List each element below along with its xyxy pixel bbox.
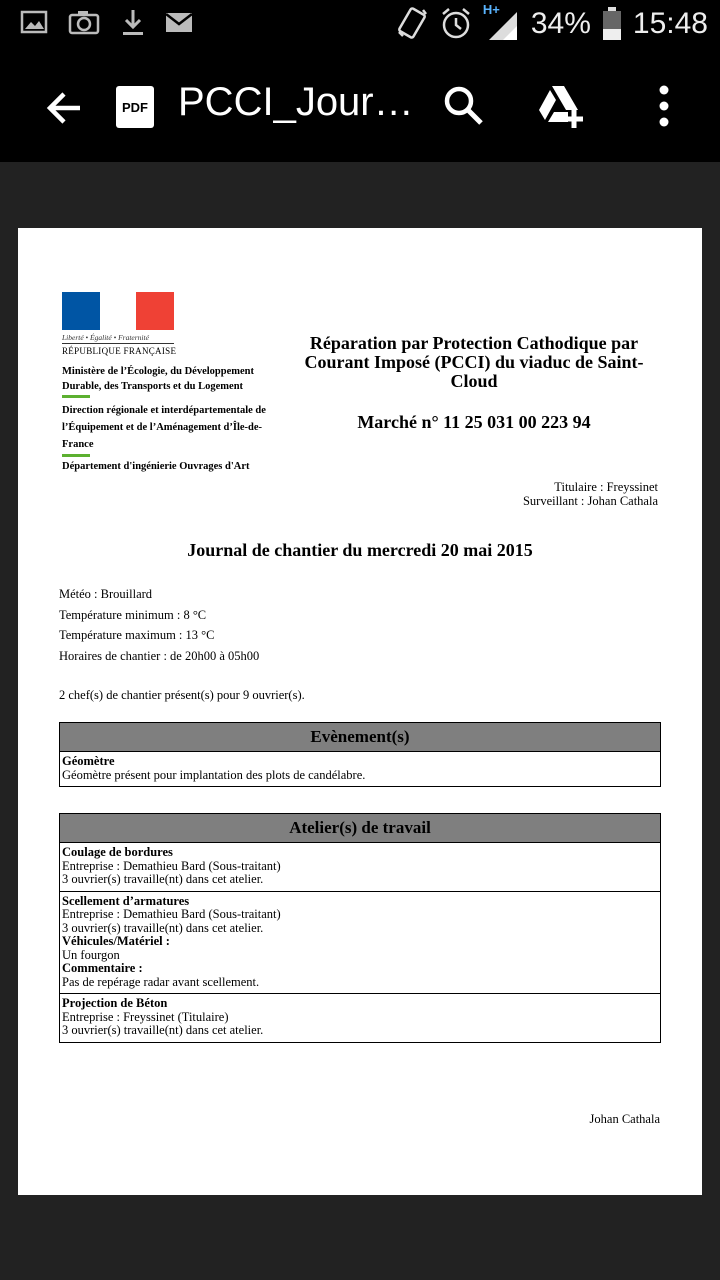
clock: 15:48 [632,7,708,40]
status-bar [0,0,720,50]
events-table [59,722,661,787]
workshops-header: Atelier(s) de travail [60,814,661,843]
republic-motto: Liberté • Égalité • Fraternité [62,333,174,344]
pdf-viewer[interactable] [0,162,720,1280]
vibrate-icon [395,6,429,42]
workshop-company: Entreprise : Freyssinet (Titulaire) [62,1009,229,1024]
event-text: Géomètre présent pour implantation des plots de candélabre. [62,767,366,782]
app-bar [0,50,720,162]
contractor-info [523,480,658,508]
table-row [60,994,661,1043]
project-title-line-3: Cloud [450,371,498,391]
workshop-workers: 3 ouvrier(s) travaille(nt) dans cet atelier. [62,872,264,886]
table-row [60,752,661,787]
journal-title: Journal de chantier du mercredi 20 mai 2015 [187,540,533,560]
direction-line-1: Direction régionale et interdépartementale de [62,405,266,416]
battery-icon [601,6,623,42]
battery-percent: 34% [530,7,591,40]
events-header: Evènement(s) [60,723,661,752]
green-rule [62,454,90,457]
temperature-max: Température maximum : 13 °C [59,628,215,642]
temperature-min: Température minimum : 8 °C [59,607,207,622]
mail-icon [164,10,194,36]
system-indicators [395,4,708,44]
workshop-title: Projection de Béton [62,996,168,1010]
back-button[interactable] [40,84,88,132]
workshop-company: Entreprise : Demathieu Bard (Sous-traitant) [62,907,281,921]
titulaire: Titulaire : Freyssinet [554,480,658,494]
download-icon [120,8,146,38]
notification-icons [20,8,194,38]
staff-count: 2 chef(s) de chantier présent(s) pour 9 ouvrier(s). [59,688,305,702]
workshop-workers: 3 ouvrier(s) travaille(nt) dans cet atelier. [62,1023,264,1037]
signal-icon [483,4,521,44]
project-title-line-2: Courant Imposé (PCCI) du viaduc de Saint- [304,352,644,372]
site-conditions [59,584,259,666]
pdf-file-icon [116,86,154,128]
vehicles-value: Un fourgon [62,947,120,962]
ministry-line-2: Durable, des Transports et du Logement [62,381,244,392]
drive-add-icon [534,80,586,132]
search-button[interactable] [440,82,488,130]
gallery-icon [20,9,50,37]
workshop-title: Coulage de bordures [62,845,173,859]
back-arrow-icon [40,84,88,132]
alarm-icon [439,6,473,42]
vehicles-label: Véhicules/Matériel : [62,934,170,948]
project-title [282,334,666,391]
weather: Météo : Brouillard [59,587,153,601]
site-hours: Horaires de chantier : de 20h00 à 05h00 [59,648,260,663]
workshops-table [59,813,661,1043]
comment-value: Pas de repérage radar avant scellement. [62,974,260,989]
project-title-line-1: Réparation par Protection Cathodique par [309,333,639,353]
workshop-title: Scellement d’armatures [62,893,190,908]
pdf-file-label: PDF [122,100,148,115]
network-type-label: H+ [482,2,500,17]
direction-line-3: France [62,439,94,450]
workshop-workers: 3 ouvrier(s) travaille(nt) dans cet atelier. [62,920,264,935]
more-vert-icon [646,82,682,130]
surveillant: Surveillant : Johan Cathala [522,494,658,508]
search-icon [440,82,488,130]
comment-label: Commentaire : [62,961,143,975]
ministry-name [62,364,292,394]
signature: Johan Cathala [589,1112,660,1126]
event-title: Géomètre [62,754,115,768]
green-rule [62,395,90,398]
document-title: PCCI_Jour… [178,80,414,124]
add-to-drive-button[interactable] [534,80,586,132]
pdf-page [18,228,702,1195]
table-row [60,843,661,892]
ministry-line-1: Ministère de l’Écologie, du Développement [62,366,254,377]
workshop-company: Entreprise : Demathieu Bard (Sous-traitant) [62,858,281,873]
more-options-button[interactable] [646,82,682,130]
department-name: Département d'ingénierie Ouvrages d'Art [62,461,250,472]
marianne-logo [62,292,174,330]
table-row [60,891,661,994]
republic-name: RÉPUBLIQUE FRANÇAISE [62,346,177,356]
marianne-logo-block [62,292,292,472]
camera-icon [68,9,102,37]
contract-number: Marché n° 11 25 031 00 223 94 [357,412,591,432]
direction-name [62,402,294,453]
direction-line-2: l’Équipement et de l’Aménagement d’Île-de- [62,422,263,433]
